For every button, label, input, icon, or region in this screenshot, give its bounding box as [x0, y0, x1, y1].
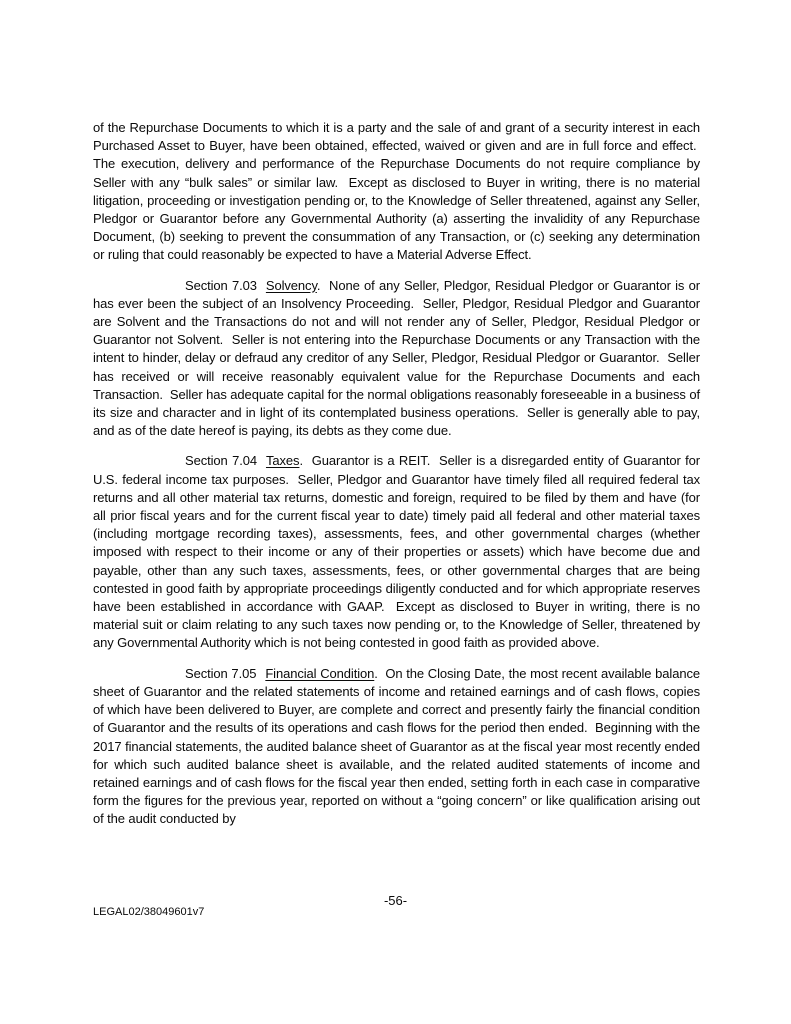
section-7-04-paragraph [93, 452, 700, 652]
continuation-text: of the Repurchase Documents to which it is a party and the sale of and grant of a security interest in each Purchased Asset to Buyer, have been obtained, effected, waived or given and are in full force and effect. The execution, delivery and performance of the Repurchase Documents do not require compliance by Seller with any “bulk sales” or similar law. Except as disclosed to Buyer in writing, there is no material litigation, proceeding or investigation pending or, to the Knowledge of Seller threatened, against any Seller, Pledgor or Guarantor before any Governmental Authority (a) asserting the invalidity of any Repurchase Document, (b) seeking to prevent the consummation of any Transaction, or (c) seeking any determination or ruling that could reasonably be expected to have a Material Adverse Effect. [93, 120, 700, 263]
section-7-05-title: Financial Condition [265, 665, 375, 681]
section-7-03-text: . None of any Seller, Pledgor, Residual Pledgor or Guarantor is or has ever been the subject of an Insolvency Proceeding. Seller, Pledgor, Residual Pledgor and Guarantor are Solvent and the Transactions do not and will not render any of Seller, Pledgor, Residual Pledgor or Guarantor not Solvent. Seller is not entering into the Repurchase Documents or any Transaction with the intent to hinder, delay or defraud any creditor of any Seller, Pledgor, Residual Pledgor or Guarantor. Seller has received or will receive reasonably equivalent value for the Repurchase Documents and each Transaction. Seller has adequate capital for the normal obligations reasonably foreseeable in a business of its size and character and in light of its contemplated business operations. Seller is generally able to pay, and as of the date hereof is paying, its debts as they come due. [93, 277, 700, 439]
continuation-paragraph [93, 119, 700, 265]
section-7-03-label: Section 7.03 [185, 277, 257, 293]
section-7-05-text: . On the Closing Date, the most recent available balance sheet of Guarantor and the related statements of income and retained earnings and of cash flows, copies of which have been delivered to Buyer, are complete and correct and presently fairly the financial condition of Guarantor and the results of its operations and cash flows for the period then ended. Beginning with the 2017 financial statements, the audited balance sheet of Guarantor as at the fiscal year most recently ended for which such audited balance sheet is available, and the related audited statements of income and retained earnings and of cash flows for the fiscal year then ended, setting forth in each case in comparative form the figures for the previous year, reported on without a “going concern” or like qualification arising out of the audit conducted by [93, 665, 700, 827]
section-7-03-paragraph [93, 277, 700, 441]
page-body [93, 119, 700, 841]
section-7-05-label: Section 7.05 [185, 665, 257, 681]
footer-document-id: LEGAL02/38049601v7 [93, 906, 205, 918]
page-number: -56- [383, 893, 408, 908]
section-7-04-text: . Guarantor is a REIT. Seller is a disregarded entity of Guarantor for U.S. federal income tax purposes. Seller, Pledgor and Guarantor have timely filed all required federal tax returns and all other material tax returns, domestic and foreign, required to be filed by them and have (for all prior fiscal years and for the current fiscal year to date) timely paid all federal and other material taxes (including mortgage recording taxes), assessments, fees, and other governmental charges (whether imposed with respect to their income or any of their properties or assets) which have become due and payable, other than any such taxes, assessments, fees, or other governmental charges that are being contested in good faith by appropriate proceedings diligently conducted and for which appropriate reserves have been established in accordance with GAAP. Except as disclosed to Buyer in writing, there is no material suit or claim relating to any such taxes now pending or, to the Knowledge of Seller, threatened by any Governmental Authority which is not being contested in good faith as provided above. [93, 453, 700, 651]
section-7-04-label: Section 7.04 [185, 453, 257, 469]
section-7-05-paragraph [93, 665, 700, 829]
section-7-03-title: Solvency [265, 277, 317, 293]
section-7-04-title: Taxes [265, 453, 300, 469]
